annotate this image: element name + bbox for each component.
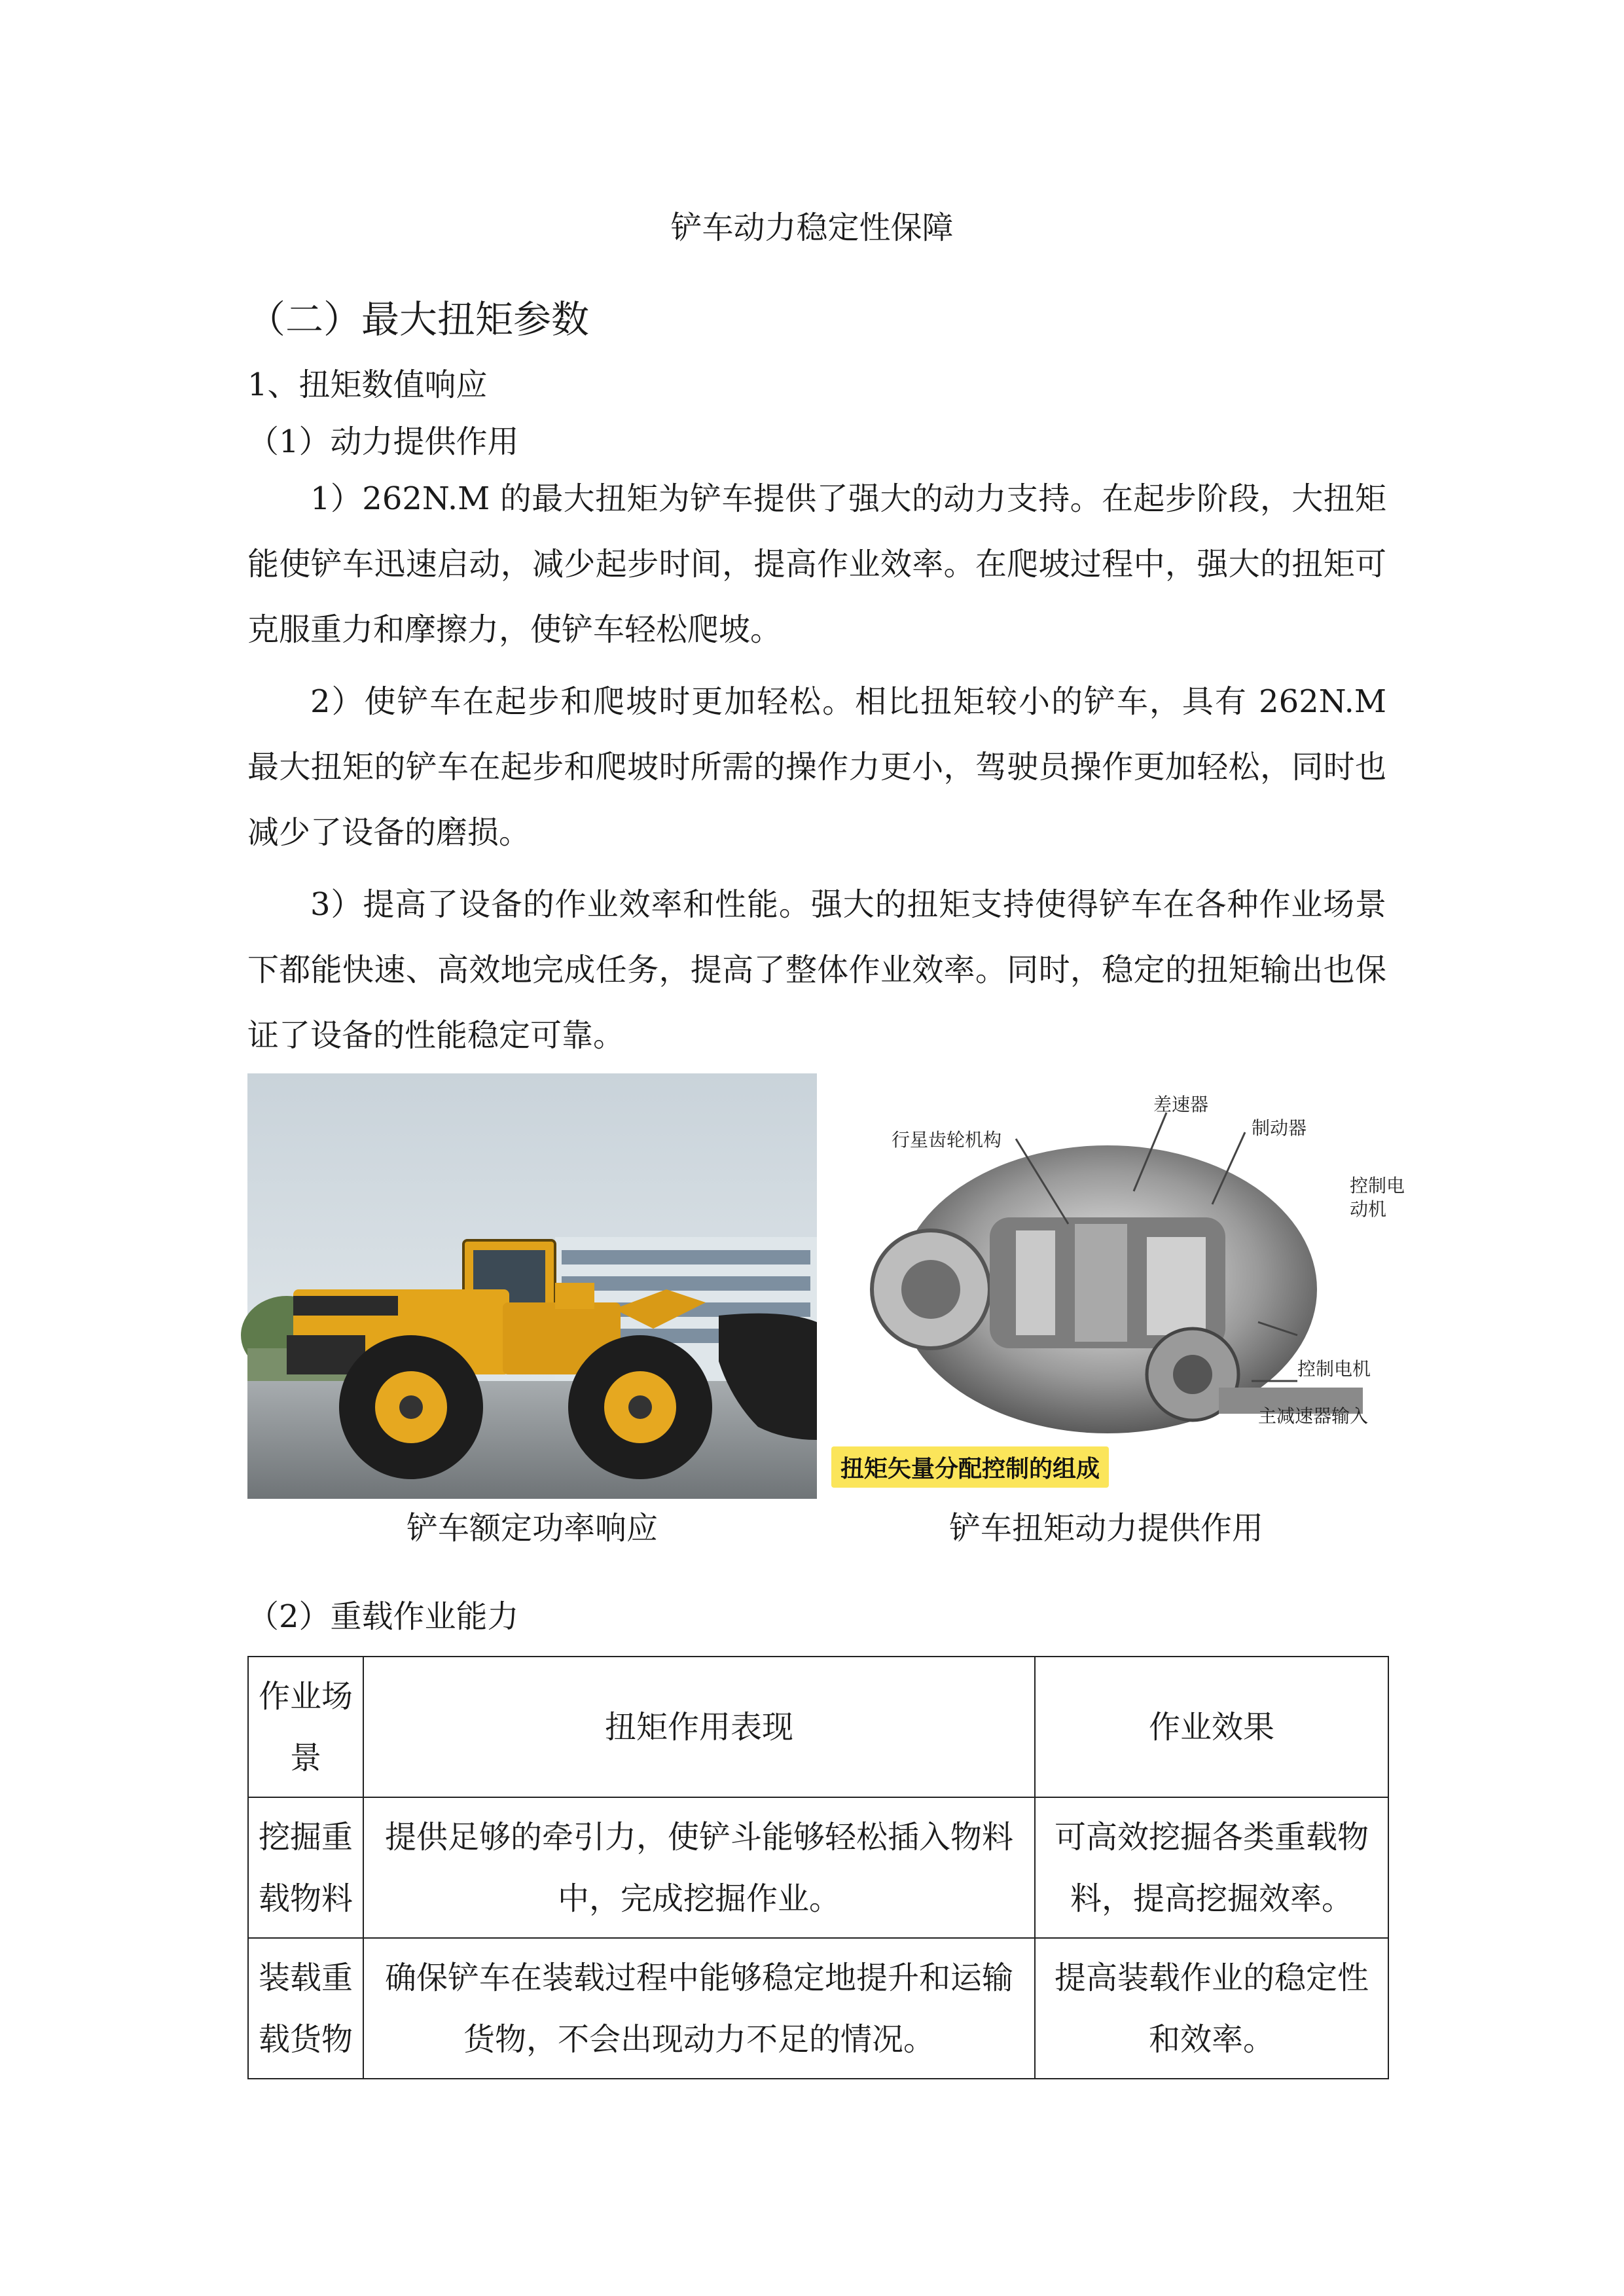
table-header-cell: 作业效果 [1035, 1657, 1388, 1797]
table-cell: 提供足够的牵引力，使铲斗能够轻松插入物料中，完成挖掘作业。 [363, 1797, 1035, 1938]
wheel-loader-photo [247, 1073, 817, 1499]
label-brake: 制动器 [1252, 1117, 1307, 1139]
paragraph-1: 1）262N.M 的最大扭矩为铲车提供了强大的动力支持。在起步阶段，大扭矩能使铲车迅速启动，减少起步时间，提高作业效率。在爬坡过程中，强大的扭矩可克服重力和摩擦力，使铲车轻松爬坡。 [247, 480, 1386, 648]
torque-vectoring-diagram [826, 1073, 1405, 1499]
section-heading: （二）最大扭矩参数 [247, 297, 590, 342]
table-cell: 挖掘重载物料 [248, 1797, 363, 1938]
heavy-load-table [247, 1656, 1389, 2079]
left-figure-caption: 铲车额定功率响应 [406, 1510, 658, 1547]
paragraph-3: 3）提高了设备的作业效率和性能。强大的扭矩支持使得铲车在各种作业场景下都能快速、高效地完成任务，提高了整体作业效率。同时，稳定的扭矩输出也保证了设备的性能稳定可靠。 [247, 886, 1386, 1054]
item-heading-1: （1）动力提供作用 [247, 423, 519, 460]
table-cell: 提高装载作业的稳定性和效率。 [1035, 1938, 1388, 2079]
table-cell: 确保铲车在装载过程中能够稳定地提升和运输货物，不会出现动力不足的情况。 [363, 1938, 1035, 2079]
label-differential: 差速器 [1153, 1094, 1209, 1115]
table-header-cell: 作业场景 [248, 1657, 363, 1797]
page-title: 铲车动力稳定性保障 [670, 209, 954, 246]
table-row [248, 1938, 1388, 2079]
paragraph-2: 2）使铲车在起步和爬坡时更加轻松。相比扭矩较小的铲车，具有 262N.M 最大扭矩的铲车在起步和爬坡时所需的操作力更小，驾驶员操作更加轻松，同时也减少了设备的磨损。 [247, 683, 1386, 851]
subsection-heading: 1、扭矩数值响应 [247, 367, 488, 403]
table-cell: 装载重载货物 [248, 1938, 363, 2079]
item-heading-2: （2）重载作业能力 [247, 1598, 519, 1635]
diagram-caption-tag: 扭矩矢量分配控制的组成 [831, 1446, 1109, 1488]
table-row [248, 1797, 1388, 1938]
label-final-drive-input: 主减速器输入 [1258, 1405, 1369, 1427]
right-figure-caption: 铲车扭矩动力提供作用 [948, 1510, 1263, 1547]
label-control-motor-partial-2: 动机 [1350, 1198, 1387, 1220]
label-control-motor: 控制电机 [1297, 1358, 1371, 1380]
label-control-motor-partial: 控制电 [1350, 1175, 1405, 1196]
label-planetary-gear: 行星齿轮机构 [892, 1129, 1002, 1151]
table-header-cell: 扭矩作用表现 [363, 1657, 1035, 1797]
table-cell: 可高效挖掘各类重载物料，提高挖掘效率。 [1035, 1797, 1388, 1938]
table-header-row [248, 1657, 1388, 1797]
